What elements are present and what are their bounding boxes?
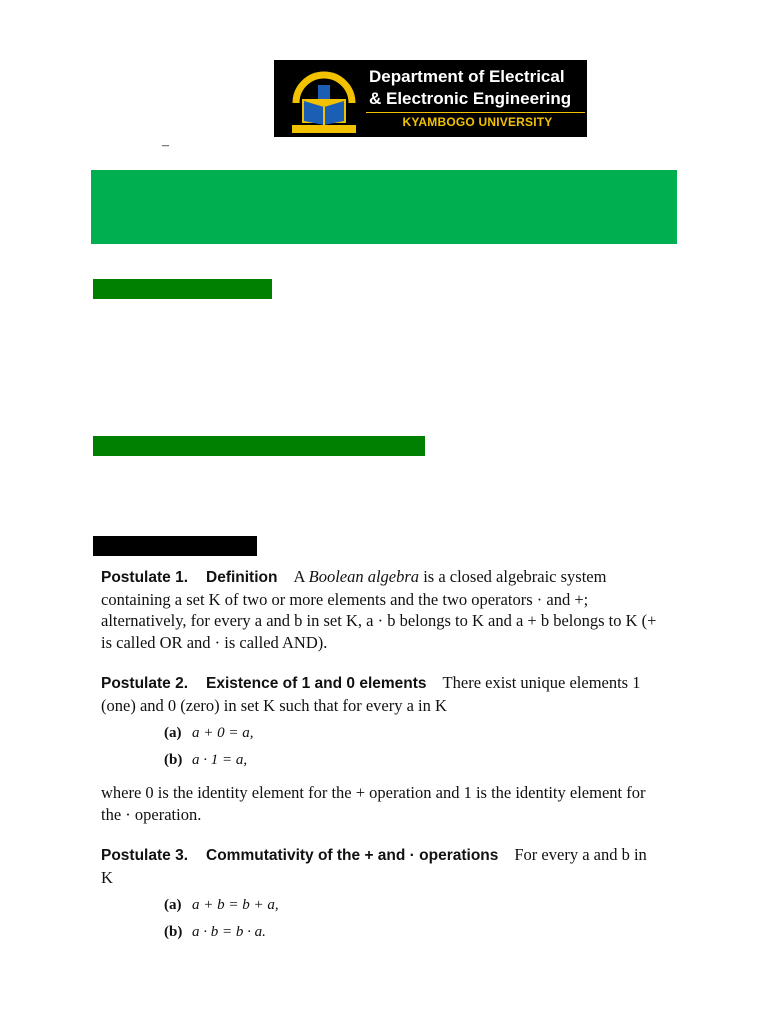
equation: (a) a + b = b + a, (164, 897, 279, 913)
postulate-3-equations (164, 892, 661, 946)
postulates-content (101, 566, 661, 946)
section-heading-bar-2 (93, 436, 425, 456)
postulate-1-title: Postulate 1. Definition (101, 569, 278, 586)
dash-mark: – (162, 138, 169, 153)
postulate-2-intro: There exist unique elements 1 (one) and 0 (zero) in set K such that for every a in K (101, 673, 641, 715)
department-name: Department of Electrical & Electronic Engineering (369, 67, 572, 108)
university-emblem-icon (288, 63, 360, 135)
logo-divider (366, 112, 585, 113)
postulate-1: Postulate 1. Definition A Boolean algebra is a closed algebraic system containing a set K of two or more elements and the two operators · and +; alternatively, for every a and b in set K, a · b belongs to K and a + b belongs to K (+ is called OR and · is called AND). (101, 567, 657, 652)
postulate-3-title: Postulate 3. Commutativity of the + and · operations (101, 847, 499, 864)
section-heading-bar-3 (93, 536, 257, 556)
postulate-1-body: is a closed algebraic system containing a set K of two or more elements and the two operators · and +; alternatively, for every a and b in set K, a · b belongs to K and a + b belongs to K (+ is called OR and · is called AND). (101, 567, 657, 652)
postulate-2 (101, 672, 661, 716)
postulate-2-equations (164, 720, 661, 774)
section-heading-bar-1 (93, 279, 272, 299)
boolean-algebra-term: Boolean algebra (308, 567, 420, 586)
postulate-2-after: where 0 is the identity element for the + operation and 1 is the identity element for the · operation. (101, 783, 646, 824)
department-logo-banner (274, 60, 587, 137)
postulate-2-title: Postulate 2. Existence of 1 and 0 elements (101, 675, 427, 692)
equation: (b) a · b = b · a. (164, 924, 266, 940)
university-name: KYAMBOGO UNIVERSITY (402, 115, 553, 129)
postulate-3 (101, 844, 661, 888)
title-banner (91, 170, 677, 244)
equation: (a) a + 0 = a, (164, 725, 254, 741)
equation: (b) a · 1 = a, (164, 752, 248, 768)
postulate-3-intro: For every a and b in K (101, 845, 647, 887)
